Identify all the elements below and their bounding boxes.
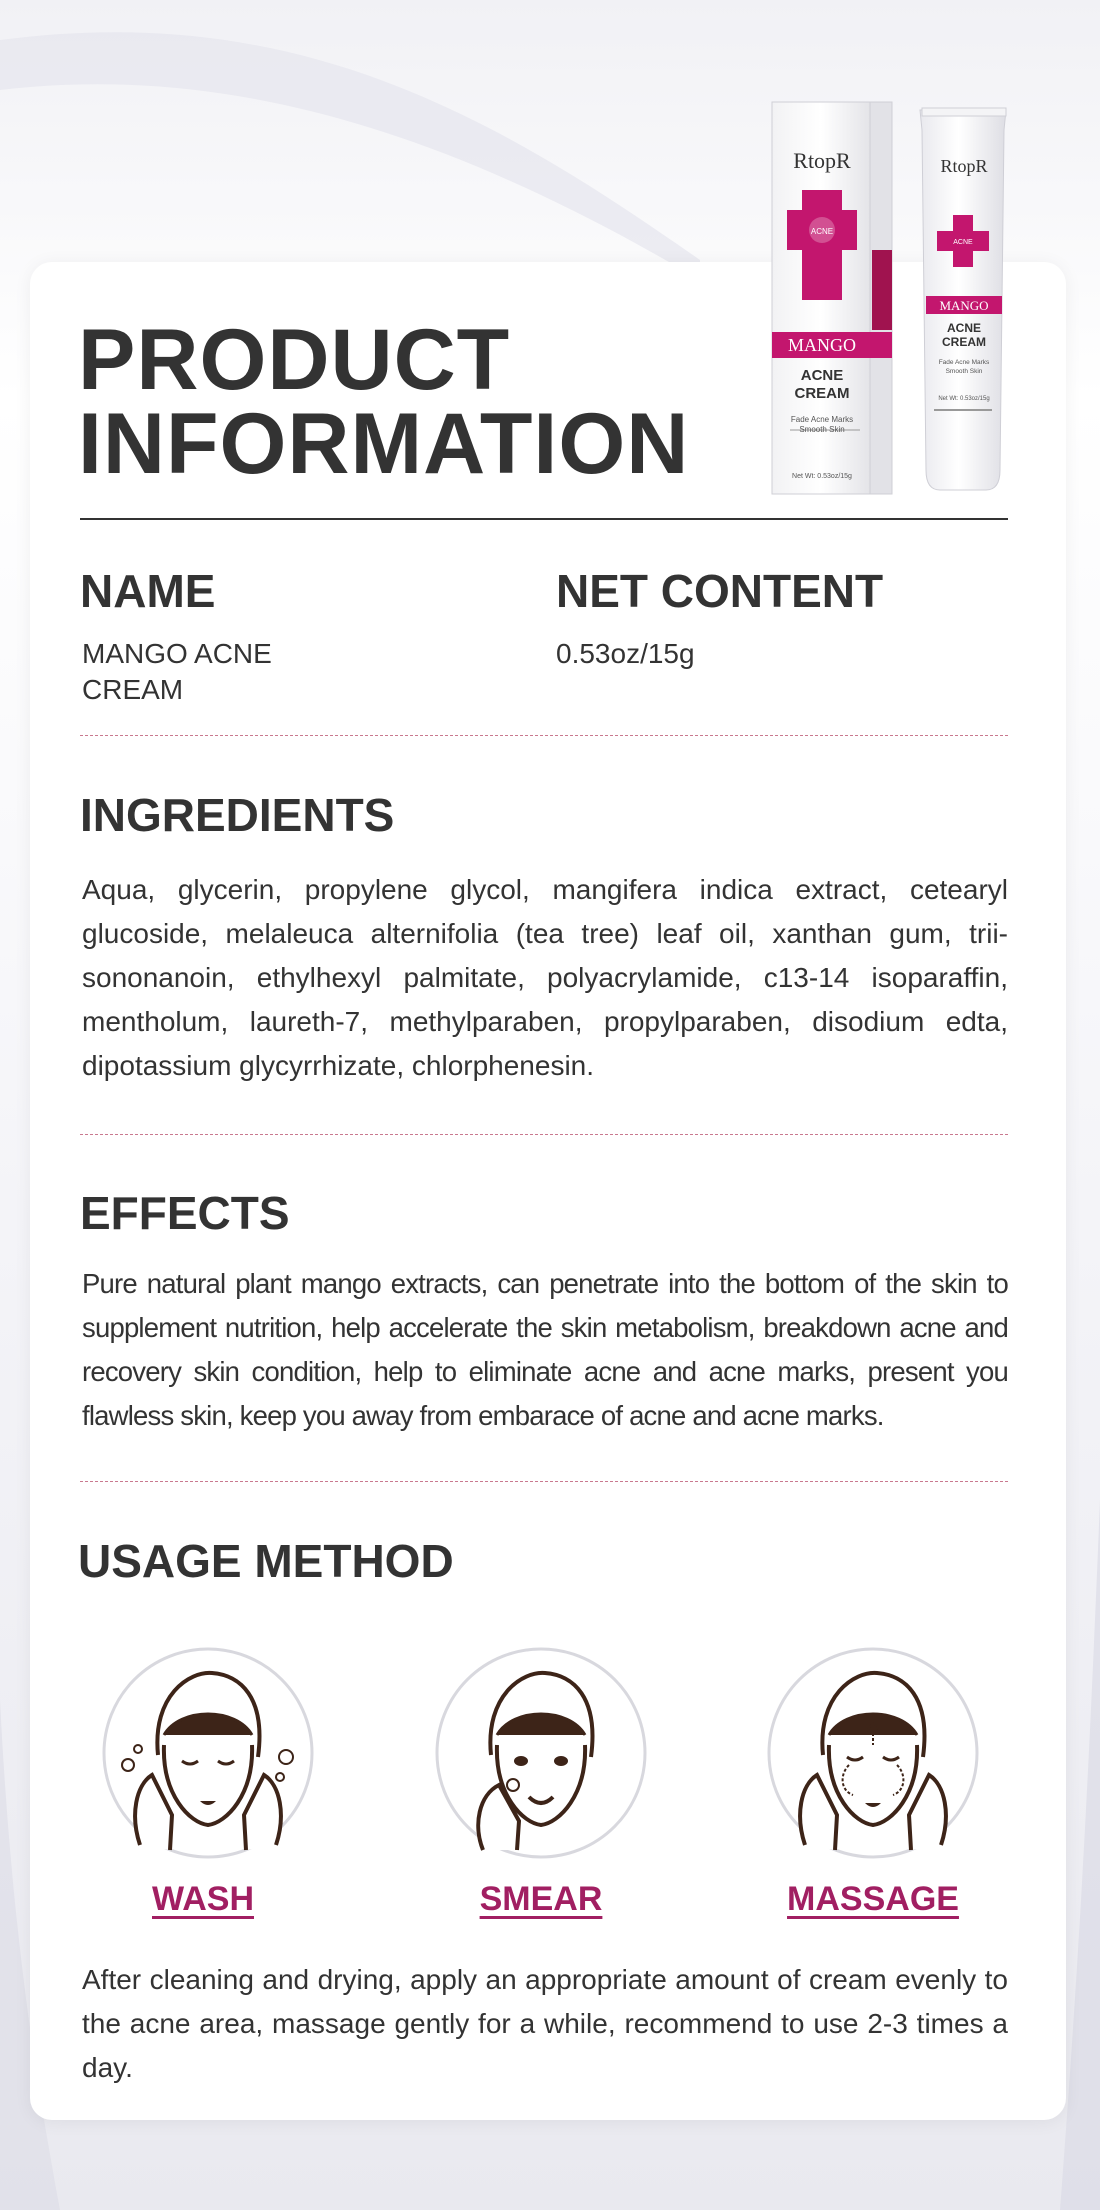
ingredients-text: Aqua, glycerin, propylene glycol, mangifera indica extract, cetearyl glucoside, melaleuca alternifolia (tea tree) leaf oil, xanthan gum, trii-sononanoin, ethylhexyl palmitate, polyacrylamide, c13-14 isoparaffin, mentholum, laureth-7, methylparaben, propylparaben, disodium edta, dipotassium glycyrrhizate, chlorphenesin. bbox=[82, 874, 1008, 1081]
face-smear-icon bbox=[433, 1645, 649, 1861]
step-label-wash: WASH bbox=[152, 1880, 254, 1918]
tube-name-1: ACNE bbox=[946, 321, 982, 335]
usage-heading: USAGE METHOD bbox=[78, 1535, 454, 1587]
name-value bbox=[82, 636, 342, 708]
name-heading: NAME bbox=[80, 565, 216, 617]
name-value-line-1: MANGO ACNE bbox=[82, 638, 272, 669]
tube-tagline-2: Smooth Skin bbox=[945, 368, 983, 375]
divider-1 bbox=[80, 735, 1008, 736]
ingredients-heading: INGREDIENTS bbox=[80, 789, 395, 841]
box-badge: ACNE bbox=[810, 227, 834, 236]
box-netwt: Net Wt: 0.53oz/15g bbox=[792, 473, 852, 480]
step-label-massage: MASSAGE bbox=[787, 1880, 959, 1918]
tube-tagline-1: Fade Acne Marks bbox=[938, 359, 990, 366]
step-label-smear: SMEAR bbox=[479, 1880, 603, 1918]
box-name-1: ACNE bbox=[800, 367, 844, 384]
tube-badge: ACNE bbox=[953, 239, 973, 246]
title-line-2: INFORMATION bbox=[78, 396, 690, 492]
effects-text: Pure natural plant mango extracts, can penetrate into the bottom of the skin to supplement nutrition, help accelerate the skin metabolism, breakdown acne and recovery skin condition, help to eliminate acne and acne marks, present you flawless skin, keep you away from embarace of acne and acne marks. bbox=[82, 1268, 1008, 1431]
face-wash-icon bbox=[100, 1645, 316, 1861]
tube-flavor: MANGO bbox=[939, 298, 989, 313]
box-brand: RtopR bbox=[793, 148, 851, 173]
box-flavor: MANGO bbox=[787, 335, 857, 355]
tube-brand: RtopR bbox=[940, 156, 988, 176]
net-content-heading: NET CONTENT bbox=[556, 565, 884, 617]
box-name-2: CREAM bbox=[794, 385, 850, 402]
name-value-line-2: CREAM bbox=[82, 674, 184, 705]
tube-netwt: Net Wt: 0.53oz/15g bbox=[938, 396, 990, 402]
face-massage-icon bbox=[765, 1645, 981, 1861]
divider-3 bbox=[80, 1481, 1008, 1482]
box-tagline-2: Smooth Skin bbox=[799, 425, 845, 434]
net-content-value: 0.53oz/15g bbox=[556, 638, 695, 669]
title-line-1: PRODUCT bbox=[78, 312, 511, 408]
effects-heading: EFFECTS bbox=[80, 1187, 290, 1239]
box-tagline-1: Fade Acne Marks bbox=[790, 415, 854, 424]
page-title bbox=[78, 312, 690, 492]
usage-text: After cleaning and drying, apply an appropriate amount of cream evenly to the acne area, massage gently for a while, recommend to use 2-3 times a day. bbox=[82, 1964, 1008, 2083]
divider-2 bbox=[80, 1134, 1008, 1135]
product-image bbox=[760, 100, 1020, 500]
tube-name-2: CREAM bbox=[942, 335, 986, 349]
title-divider bbox=[80, 518, 1008, 520]
